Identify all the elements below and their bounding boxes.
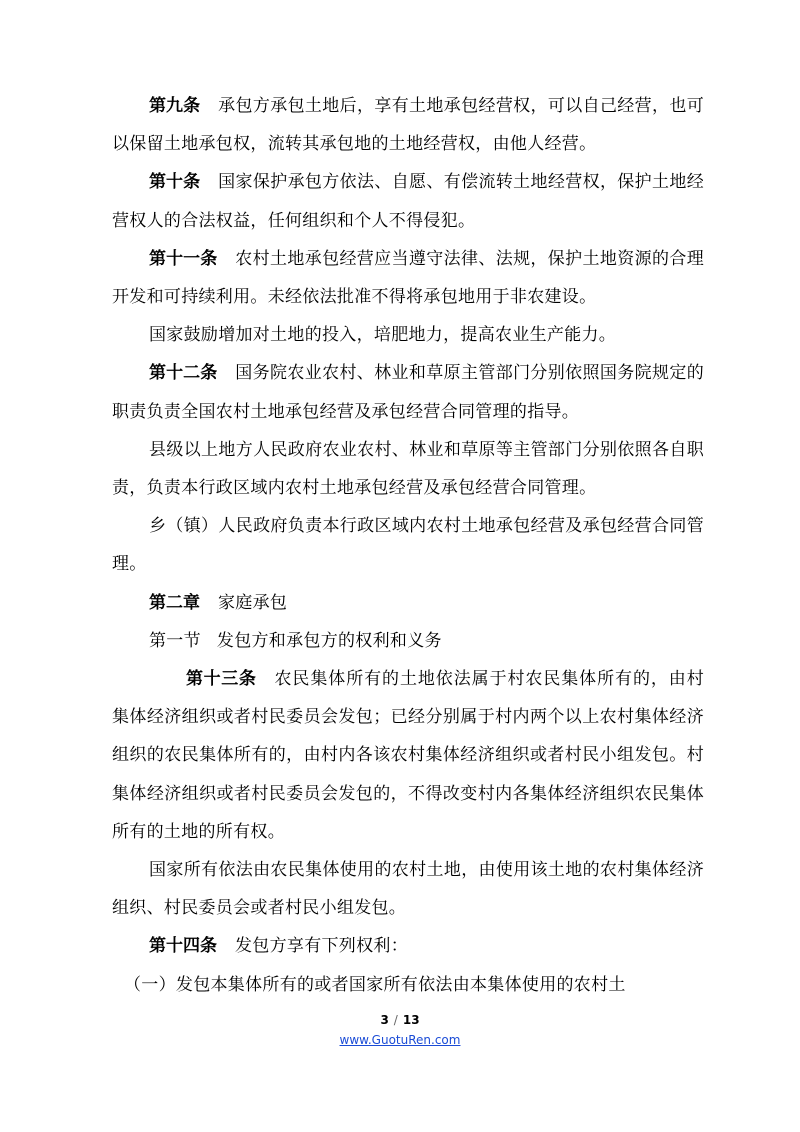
article-12-paragraph-3 — [112, 507, 704, 583]
article-label: 第十条 — [149, 172, 201, 193]
site-link[interactable] — [0, 1033, 800, 1047]
article-13-paragraph-2 — [112, 851, 704, 927]
article-11-paragraph-2 — [112, 316, 704, 354]
article-text: 国家保护承包方依法、自愿、有偿流转土地经营权，保护土地经营权人的合法权益，任何组织和个人不得侵犯。 — [112, 172, 705, 231]
paragraph-text: 县级以上地方人民政府农业农村、林业和草原等主管部门分别依照各自职责，负责本行政区域内农村土地承包经营及承包经营合同管理。 — [112, 439, 704, 499]
article-14-item-1 — [112, 966, 704, 1004]
article-12-paragraph-2 — [112, 431, 704, 507]
section-heading — [112, 622, 704, 660]
article-label: 第十三条 — [186, 669, 257, 690]
site-link-text[interactable]: www.GuotuRen.com — [339, 1033, 461, 1047]
chapter-label: 第二章 — [149, 592, 200, 613]
chapter-title: 家庭承包 — [218, 592, 288, 613]
section-label: 第一节 — [149, 630, 201, 651]
page-current: 3 — [380, 1013, 389, 1027]
article-12 — [112, 354, 704, 430]
article-14 — [112, 927, 704, 965]
page-separator: / — [393, 1013, 398, 1027]
paragraph-text: 国家所有依法由农民集体使用的农村土地，由使用该土地的农村集体经济组织、村民委员会或者村民小组发包。 — [112, 860, 704, 919]
article-label: 第九条 — [149, 96, 201, 116]
article-text: 农村土地承包经营应当遵守法律、法规，保护土地资源的合理开发和可持续利用。未经依法批准不得将承包地用于非农建设。 — [112, 248, 705, 308]
article-text: 发包方享有下列权利： — [235, 936, 408, 957]
article-13 — [112, 660, 704, 851]
page-number — [0, 1013, 800, 1027]
section-title: 发包方和承包方的权利和义务 — [216, 630, 442, 651]
document-body — [112, 87, 704, 1004]
article-9 — [112, 87, 704, 163]
paragraph-text: 国家鼓励增加对土地的投入，培肥地力，提高农业生产能力。 — [149, 325, 617, 346]
chapter-heading — [112, 584, 704, 622]
article-10 — [112, 163, 704, 239]
article-text: 农民集体所有的土地依法属于村农民集体所有的，由村集体经济组织或者村民委员会发包；已经分别属于村内两个以上农村集体经济组织的农民集体所有的，由村内各该农村集体经济组织或者村民小组发包。村集体经济组织或者村民委员会发包的，不得改变村内各集体经济组织农民集体所有的土地的所有权。 — [112, 669, 705, 842]
article-11 — [112, 240, 704, 316]
paragraph-text: 乡（镇）人民政府负责本行政区域内农村土地承包经营及承包经营合同管理。 — [112, 516, 704, 575]
list-item-text: （一）发包本集体所有的或者国家所有依法由本集体使用的农村土 — [124, 974, 626, 995]
article-label: 第十四条 — [149, 936, 217, 957]
article-label: 第十一条 — [149, 248, 218, 269]
article-text: 国务院农业农村、林业和草原主管部门分别依照国务院规定的职责负责全国农村土地承包经营及承包经营合同管理的指导。 — [112, 363, 705, 422]
page-total: 13 — [402, 1013, 420, 1027]
article-text: 承包方承包土地后，享有土地承包经营权，可以自己经营，也可以保留土地承包权，流转其承包地的土地经营权，由他人经营。 — [112, 96, 705, 155]
article-label: 第十二条 — [149, 363, 218, 384]
